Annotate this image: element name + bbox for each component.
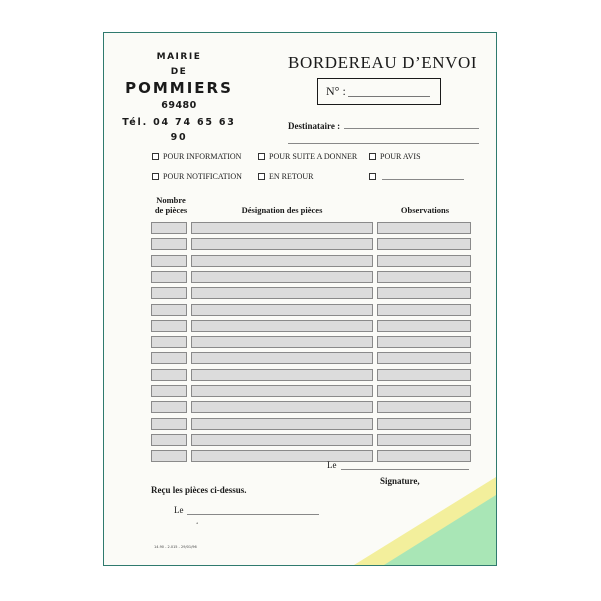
observations-cell <box>377 418 471 430</box>
count-cell <box>151 418 187 430</box>
designation-cell <box>191 434 373 446</box>
option-pour-suite-a-donner <box>258 152 357 161</box>
recu-label: Reçu les pièces ci-dessus. <box>151 485 247 495</box>
count-cell <box>151 352 187 364</box>
option-pour-avis <box>369 152 421 161</box>
observations-cell <box>377 320 471 332</box>
receipt-date-label: Le <box>174 505 184 515</box>
observations-cell <box>377 336 471 348</box>
col-header-observations: Observations <box>400 205 450 215</box>
designation-cell <box>191 304 373 316</box>
destinataire-line-1 <box>344 128 479 129</box>
mairie-line2: DE <box>170 67 188 77</box>
designation-cell <box>191 255 373 267</box>
option-label: POUR INFORMATION <box>163 152 242 161</box>
designation-cell <box>191 385 373 397</box>
option-en-retour <box>258 172 314 181</box>
receipt-date-line <box>187 514 319 515</box>
count-cell <box>151 255 187 267</box>
designation-cell <box>191 450 373 462</box>
document-sheet <box>103 32 497 566</box>
number-box <box>317 78 441 105</box>
option-pour-notification <box>152 172 242 181</box>
designation-cell <box>191 401 373 413</box>
mairie-header <box>114 49 244 145</box>
destinataire-label: Destinataire : <box>288 121 341 131</box>
mairie-line1: MAIRIE <box>156 52 202 62</box>
col-header-designation: Désignation des pièces <box>241 205 323 215</box>
option-pour-information <box>152 152 241 161</box>
observations-cell <box>377 304 471 316</box>
designation-cell <box>191 369 373 381</box>
option-label: EN RETOUR <box>269 172 314 181</box>
checkbox-icon <box>369 153 376 160</box>
count-cell <box>151 238 187 250</box>
count-cell <box>151 222 187 234</box>
date-field <box>327 460 337 470</box>
count-cell <box>151 304 187 316</box>
count-cell <box>151 271 187 283</box>
count-cell <box>151 385 187 397</box>
observations-cell <box>377 401 471 413</box>
checkbox-icon <box>258 173 265 180</box>
checkbox-icon <box>152 153 159 160</box>
date-line <box>341 469 469 470</box>
col-header-count-line1: Nombre <box>156 195 186 205</box>
observations-cell <box>377 434 471 446</box>
option-custom-line <box>382 172 464 180</box>
observations-cell <box>377 352 471 364</box>
signature-label: Signature, <box>380 476 420 486</box>
observations-cell <box>377 450 471 462</box>
observations-cell <box>377 238 471 250</box>
checkbox-icon <box>152 173 159 180</box>
option-label: POUR SUITE A DONNER <box>269 152 358 161</box>
col-header-count-line2: de pièces <box>154 205 188 215</box>
observations-cell <box>377 255 471 267</box>
reference-code: 14.90 - 2.015 - 29/01/96 <box>154 545 197 549</box>
observations-cell <box>377 385 471 397</box>
option-custom <box>369 172 464 180</box>
designation-cell <box>191 320 373 332</box>
observations-cell <box>377 271 471 283</box>
date-label: Le <box>327 460 337 470</box>
designation-cell <box>191 222 373 234</box>
checkbox-icon <box>369 173 376 180</box>
designation-cell <box>191 352 373 364</box>
count-cell <box>151 450 187 462</box>
page-title: BORDEREAU D’ENVOI <box>288 53 478 72</box>
observations-cell <box>377 287 471 299</box>
count-cell <box>151 336 187 348</box>
designation-cell <box>191 271 373 283</box>
designation-cell <box>191 287 373 299</box>
observations-cell <box>377 369 471 381</box>
option-label: POUR AVIS <box>380 152 421 161</box>
mairie-name: POMMIERS <box>125 79 233 97</box>
count-cell <box>151 434 187 446</box>
count-cell <box>151 369 187 381</box>
checkbox-icon <box>258 153 265 160</box>
designation-cell <box>191 418 373 430</box>
phone-number: Tél. 04 74 65 63 90 <box>122 117 236 143</box>
col-header-count <box>148 195 194 215</box>
number-line <box>348 96 430 97</box>
postal-code: 69480 <box>161 100 197 111</box>
count-cell <box>151 320 187 332</box>
observations-cell <box>377 222 471 234</box>
number-label: N° : <box>326 84 346 98</box>
count-cell <box>151 401 187 413</box>
destinataire-line-2 <box>288 143 479 144</box>
designation-cell <box>191 238 373 250</box>
option-label: POUR NOTIFICATION <box>163 172 242 181</box>
designation-cell <box>191 336 373 348</box>
count-cell <box>151 287 187 299</box>
tick-mark: ‘ <box>196 521 199 529</box>
receipt-date-field <box>174 505 184 515</box>
